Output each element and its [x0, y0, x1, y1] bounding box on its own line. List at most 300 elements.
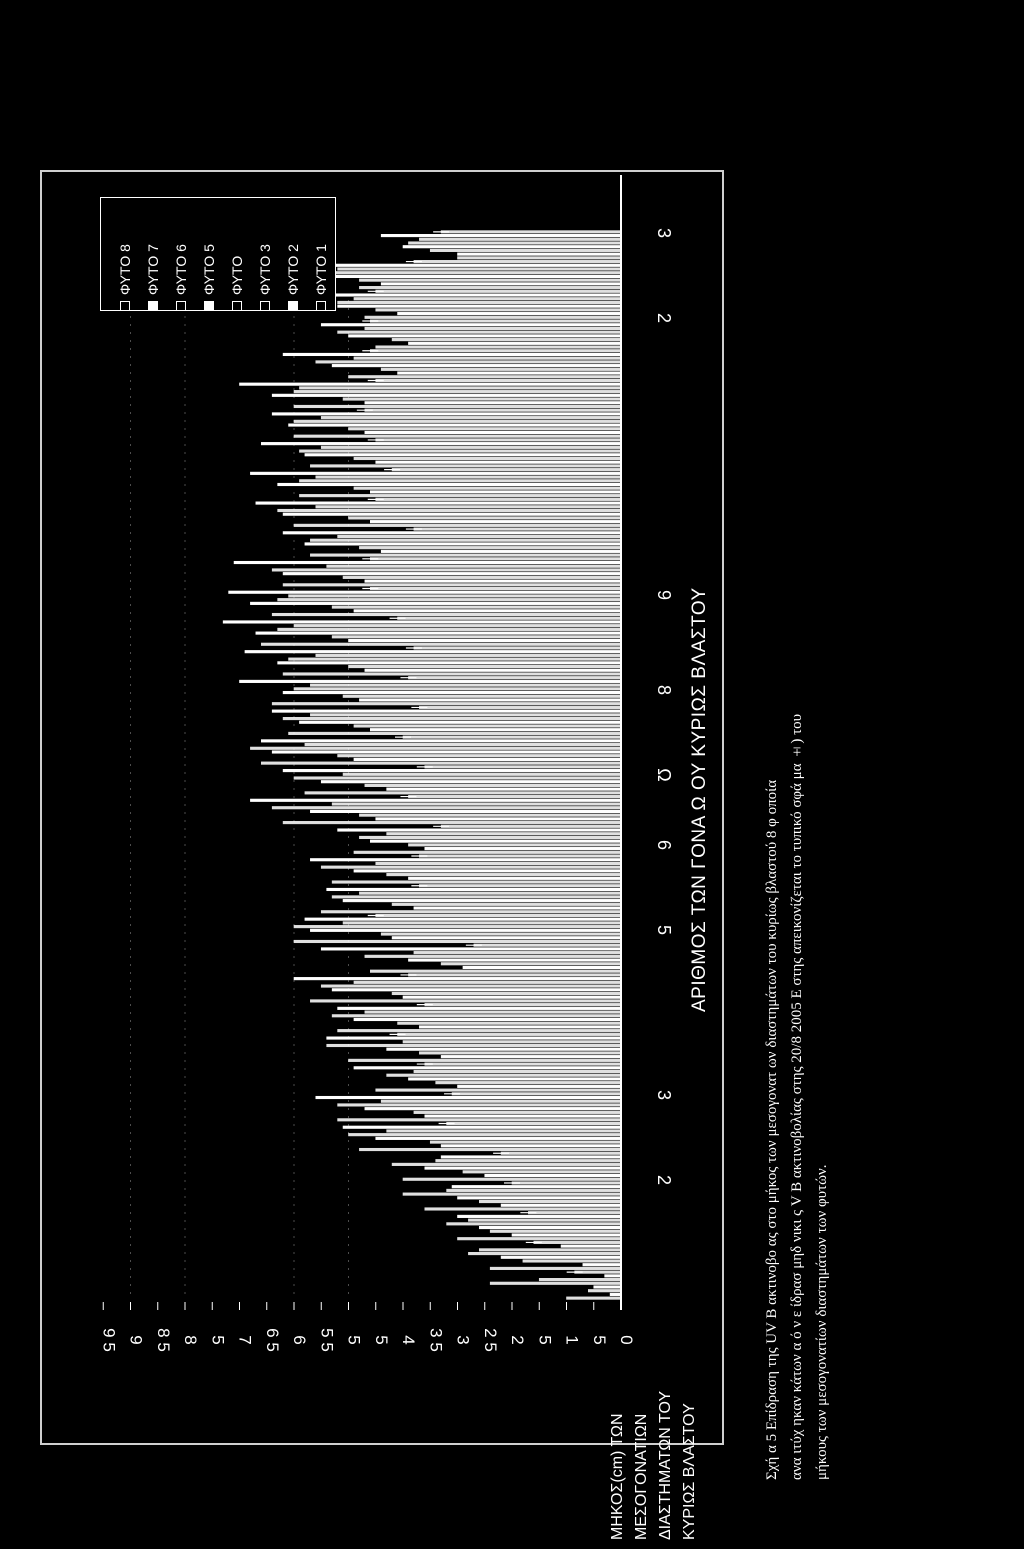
bar-series-7-cat-32	[398, 372, 621, 375]
bar-series-8-cat-23	[261, 643, 621, 646]
value-tick-label: 0	[617, 1335, 636, 1345]
category-tick-label: 2	[654, 1174, 674, 1186]
bar-series-1-cat-25	[370, 558, 621, 561]
bar-series-2-cat-12	[321, 948, 621, 951]
bar-series-6-cat-24	[332, 606, 621, 609]
bar-series-2-cat-23	[223, 621, 621, 624]
bar-series-2-cat-1	[605, 1275, 621, 1278]
bar-series-5-cat-36	[403, 245, 621, 248]
bar-series-3-cat-17	[332, 803, 621, 806]
bar-series-3-cat-13	[343, 922, 621, 925]
bar-series-5-cat-11	[332, 989, 621, 992]
bar-series-3-cat-4	[447, 1189, 621, 1192]
bar-series-6-cat-3	[490, 1230, 621, 1233]
bar-series-3-cat-10	[365, 1011, 621, 1014]
bar-series-2-cat-26	[283, 532, 621, 535]
bar-series-4-cat-18	[294, 777, 621, 780]
bar-series-4-cat-14	[332, 896, 621, 899]
bar-series-8-cat-22	[283, 673, 621, 676]
bar-series-3-cat-31	[299, 387, 621, 390]
caption-line-1: Σχή α 5 Επίδραση της UV Β ακτινοβο ας στο μήκος των μεσογονατ ων διαστημάτων του κυρίως βλαστού 8 φ οποία	[764, 779, 780, 1480]
bar-series-1-cat-15	[419, 855, 621, 858]
bar-series-3-cat-23	[294, 624, 621, 627]
legend-item	[110, 199, 140, 311]
bar-series-4-cat-27	[278, 509, 621, 512]
bar-series-7-cat-5	[485, 1174, 621, 1177]
bar-series-3-cat-3	[468, 1219, 621, 1222]
bar-series-5-cat-30	[289, 424, 621, 427]
category-tick-label: Ω	[654, 768, 674, 782]
bar-series-1-cat-19	[403, 736, 621, 739]
bar-series-1-cat-24	[370, 587, 621, 590]
bar-series-3-cat-33	[365, 327, 621, 330]
bar-series-6-cat-7	[414, 1111, 621, 1114]
bar-series-7-cat-15	[408, 877, 621, 880]
bar-series-5-cat-33	[349, 335, 622, 338]
value-tick-label: 6	[290, 1335, 309, 1345]
bar-series-1-cat-33	[370, 320, 621, 323]
bar-series-8-cat-36	[458, 257, 622, 260]
bar-series-7-cat-35	[381, 283, 621, 286]
legend-item	[306, 199, 336, 311]
legend-label: ΦΥΤΟ 3	[257, 244, 273, 295]
legend-label: ΦΥΤΟ	[229, 255, 245, 295]
value-tick-label: 9 5	[99, 1328, 119, 1352]
bar-series-6-cat-26	[359, 546, 621, 549]
bar-series-2-cat-16	[338, 829, 621, 832]
bar-series-8-cat-27	[294, 524, 621, 527]
bar-series-3-cat-16	[387, 832, 621, 835]
bar-series-7-cat-11	[403, 996, 621, 999]
bar-series-8-cat-31	[294, 405, 621, 408]
legend-label: ΦΥΤΟ 2	[285, 244, 301, 295]
bar-series-8-cat-11	[310, 1000, 621, 1003]
bar-series-2-cat-14	[327, 888, 621, 891]
bar-series-6-cat-28	[354, 487, 621, 490]
bar-series-5-cat-18	[321, 780, 621, 783]
bar-series-3-cat-9	[403, 1041, 621, 1044]
bar-series-1-cat-4	[512, 1182, 621, 1185]
value-tick-label: 6 5	[262, 1328, 282, 1352]
value-axis-title-text: ΜΗΚΟΣ(cm) ΤΩΝ ΜΕΣΟΓΟΝΑΤΙΩΝ ΔΙΑΣΤΗΜΑΤΩΝ ΤΟΥ ΚΥΡΙΩΣ ΒΛΑΣΤΟΥ	[609, 1391, 698, 1540]
category-tick-label: 3	[654, 227, 674, 239]
legend-swatch	[316, 301, 326, 311]
bar-series-4-cat-16	[359, 836, 621, 839]
legend-item	[138, 199, 168, 311]
bar-series-2-cat-4	[452, 1185, 621, 1188]
bar-series-7-cat-30	[365, 431, 621, 434]
category-tick-label: 9	[654, 589, 674, 601]
bar-series-6-cat-29	[354, 457, 621, 460]
bar-series-1-cat-23	[398, 617, 621, 620]
bar-series-6-cat-5	[463, 1171, 621, 1174]
bar-series-7-cat-27	[370, 520, 621, 523]
bar-series-7-cat-13	[392, 937, 621, 940]
bar-series-8-cat-12	[370, 970, 621, 973]
bar-series-7-cat-21	[359, 699, 621, 702]
bar-series-4-cat-19	[250, 747, 621, 750]
bar-series-1-cat-10	[425, 1003, 621, 1006]
bar-series-2-cat-13	[305, 918, 621, 921]
bar-series-3-cat-8	[414, 1070, 621, 1073]
legend-label: ΦΥΤΟ 7	[145, 244, 161, 295]
bar-series-3-cat-29	[321, 446, 621, 449]
bar-series-3-cat-36	[419, 238, 621, 241]
bar-series-2-cat-6	[343, 1126, 621, 1129]
bar-series-6-cat-31	[343, 398, 621, 401]
category-axis-title-text: ΑΡΙΘΜΟΣ ΤΩΝ ΓΟΝΑ Ω ΟΥ ΚΥΡΙΩΣ ΒΛΑΣΤΟΥ	[689, 587, 710, 1013]
figure-caption	[760, 590, 850, 1480]
bar-series-6-cat-8	[436, 1081, 621, 1084]
bar-series-1-cat-22	[414, 647, 621, 650]
bar-series-4-cat-12	[365, 955, 621, 958]
bar-series-1-cat-6	[447, 1122, 621, 1125]
bar-series-8-cat-2	[490, 1267, 621, 1270]
bar-series-1-cat-12	[474, 944, 621, 947]
bar-series-1-cat-13	[376, 914, 621, 917]
bar-series-7-cat-16	[425, 847, 621, 850]
bar-series-7-cat-6	[441, 1145, 621, 1148]
value-tick-label: 4	[399, 1335, 418, 1345]
bar-series-2-cat-24	[229, 591, 621, 594]
bar-series-7-cat-9	[441, 1055, 621, 1058]
bar-series-5-cat-20	[299, 721, 621, 724]
bar-series-1-cat-26	[414, 528, 621, 531]
value-tick-label: 5	[371, 1335, 391, 1345]
bar-series-3-cat-30	[321, 416, 621, 419]
bar-series-5-cat-3	[479, 1226, 621, 1229]
bar-series-5-cat-35	[321, 275, 621, 278]
bar-series-5-cat-5	[425, 1167, 621, 1170]
bar-series-1-cat-18	[425, 766, 621, 769]
bar-series-1-cat-35	[414, 260, 621, 263]
bar-series-2-cat-34	[310, 294, 621, 297]
bar-series-1-cat-5	[501, 1152, 621, 1155]
bar-series-5-cat-24	[250, 602, 621, 605]
bar-series-7-cat-26	[381, 550, 621, 553]
bar-series-8-cat-5	[403, 1178, 621, 1181]
bar-series-7-cat-22	[365, 669, 621, 672]
bar-series-7-cat-25	[365, 580, 621, 583]
bar-series-1-cat-14	[419, 884, 621, 887]
bar-series-5-cat-13	[310, 929, 621, 932]
bar-series-7-cat-29	[376, 461, 621, 464]
bar-series-8-cat-15	[332, 881, 621, 884]
category-tick-label: 5	[654, 924, 674, 936]
bar-series-8-cat-34	[365, 316, 621, 319]
bar-series-5-cat-26	[305, 543, 621, 546]
legend-label: ΦΥΤΟ 6	[173, 244, 189, 295]
value-tick-label: 5	[208, 1335, 228, 1345]
bar-series-1-cat-11	[408, 974, 621, 977]
bar-series-4-cat-35	[332, 271, 621, 274]
bar-series-2-cat-25	[234, 561, 621, 564]
bar-series-8-cat-35	[359, 286, 621, 289]
bar-series-8-cat-20	[289, 732, 621, 735]
bar-series-4-cat-23	[278, 628, 621, 631]
bar-series-5-cat-10	[354, 1018, 621, 1021]
bar-series-4-cat-5	[392, 1163, 621, 1166]
bar-series-2-cat-10	[338, 1007, 621, 1010]
bar-series-8-cat-25	[283, 584, 621, 587]
bar-series-5-cat-22	[278, 662, 621, 665]
bar-series-6-cat-36	[430, 249, 621, 252]
bar-series-3-cat-15	[376, 862, 621, 865]
bar-series-8-cat-26	[310, 554, 621, 557]
bar-series-6-cat-23	[332, 636, 621, 639]
bar-series-7-cat-2	[583, 1263, 621, 1266]
bar-series-2-cat-28	[250, 472, 621, 475]
bar-series-6-cat-1	[588, 1289, 621, 1292]
bar-series-4-cat-2	[468, 1252, 621, 1255]
bar-series-8-cat-6	[359, 1148, 621, 1151]
bar-series-4-cat-33	[338, 331, 621, 334]
bar-series-4-cat-4	[403, 1193, 621, 1196]
bar-series-5-cat-9	[387, 1048, 621, 1051]
bar-series-5-cat-34	[338, 305, 621, 308]
bar-series-8-cat-28	[299, 494, 621, 497]
bar-series-7-cat-12	[463, 966, 621, 969]
bar-series-5-cat-17	[310, 810, 621, 813]
bar-series-3-cat-25	[327, 565, 621, 568]
caption-line-3: μήκους των μεσογονατίων διαστημάτων των φυτών.	[814, 1164, 830, 1480]
legend-swatch	[204, 301, 214, 311]
bar-series-6-cat-20	[354, 725, 621, 728]
bar-series-8-cat-8	[376, 1089, 621, 1092]
legend-swatch	[260, 301, 270, 311]
bar-series-8-cat-33	[376, 346, 621, 349]
bar-series-4-cat-10	[332, 1015, 621, 1018]
bar-series-6-cat-16	[408, 844, 621, 847]
bar-series-7-cat-28	[370, 491, 621, 494]
bar-series-7-cat-18	[387, 788, 621, 791]
value-axis-title	[606, 1340, 716, 1540]
bar-series-1-cat-28	[392, 468, 621, 471]
bar-series-8-cat-4	[425, 1208, 621, 1211]
bar-series-7-cat-34	[398, 312, 621, 315]
category-tick-label: 6	[654, 839, 674, 851]
bar-series-3-cat-22	[316, 654, 621, 657]
bar-series-4-cat-3	[447, 1223, 621, 1226]
bar-series-3-cat-14	[359, 892, 621, 895]
bar-series-5-cat-25	[283, 572, 621, 575]
bar-series-8-cat-10	[338, 1029, 621, 1032]
legend-item	[166, 199, 196, 311]
bar-series-5-cat-1	[594, 1286, 621, 1289]
bar-series-2-cat-15	[310, 858, 621, 861]
value-tick-label: 9	[126, 1335, 146, 1345]
bar-series-2-cat-7	[316, 1096, 621, 1099]
bar-series-6-cat-30	[349, 428, 622, 431]
bar-series-2-cat-19	[261, 740, 621, 743]
bar-series-5-cat-14	[343, 899, 621, 902]
bar-series-6-cat-19	[338, 754, 621, 757]
bar-series-4-cat-6	[349, 1133, 622, 1136]
bar-series-4-cat-22	[289, 658, 621, 661]
bar-series-4-cat-1	[490, 1282, 621, 1285]
bar-series-7-cat-19	[354, 758, 621, 761]
bar-series-4-cat-28	[299, 480, 621, 483]
bar-series-2-cat-11	[294, 977, 621, 980]
legend-item	[278, 199, 308, 311]
bar-series-5-cat-15	[354, 870, 621, 873]
bar-series-5-cat-31	[272, 394, 621, 397]
bar-series-8-cat-9	[349, 1059, 622, 1062]
bar-series-8-cat-18	[305, 792, 621, 795]
bar-series-3-cat-18	[343, 773, 621, 776]
legend-item	[222, 199, 252, 311]
legend-swatch	[148, 301, 158, 311]
legend-label: ΦΥΤΟ 1	[313, 244, 329, 295]
bar-series-4-cat-32	[316, 361, 621, 364]
bar-series-5-cat-12	[408, 959, 621, 962]
legend-label: ΦΥΤΟ 8	[117, 244, 133, 295]
bar-series-4-cat-34	[338, 301, 621, 304]
bar-series-2-cat-3	[458, 1215, 622, 1218]
bar-series-5-cat-21	[283, 691, 621, 694]
bar-series-2-cat-30	[272, 413, 621, 416]
bar-series-2-cat-18	[283, 769, 621, 772]
bar-series-2-cat-27	[256, 502, 621, 505]
bar-series-8-cat-7	[338, 1119, 621, 1122]
value-tick-label: 5 5	[317, 1328, 337, 1352]
bar-series-1-cat-34	[376, 290, 621, 293]
bar-series-2-cat-5	[441, 1156, 621, 1159]
bar-series-3-cat-24	[289, 595, 621, 598]
bar-series-3-cat-19	[305, 743, 621, 746]
bar-series-6-cat-9	[419, 1052, 621, 1055]
bar-series-1-cat-3	[528, 1211, 621, 1214]
bar-series-3-cat-7	[381, 1100, 621, 1103]
bar-series-7-cat-31	[365, 402, 621, 405]
bar-series-4-cat-26	[310, 539, 621, 542]
bar-series-1-cat-30	[365, 409, 621, 412]
bar-series-1-cat-9	[398, 1033, 621, 1036]
bar-series-7-cat-36	[458, 253, 622, 256]
bar-series-4-cat-31	[294, 390, 621, 393]
bar-series-7-cat-8	[458, 1085, 622, 1088]
legend-item	[250, 199, 280, 311]
bar-series-5-cat-2	[501, 1256, 621, 1259]
bar-series-4-cat-9	[327, 1044, 621, 1047]
legend	[100, 197, 336, 311]
bar-series-1-cat-36	[441, 231, 621, 234]
bar-series-5-cat-27	[283, 513, 621, 516]
bar-series-6-cat-10	[398, 1022, 621, 1025]
bar-series-5-cat-28	[278, 483, 621, 486]
bar-series-5-cat-32	[332, 364, 621, 367]
bar-series-3-cat-34	[354, 297, 621, 300]
bar-series-2-cat-8	[354, 1067, 621, 1070]
bar-series-6-cat-35	[359, 279, 621, 282]
bar-series-4-cat-20	[283, 717, 621, 720]
bar-series-1-cat-20	[419, 706, 621, 709]
bar-series-2-cat-22	[245, 650, 621, 653]
bar-series-3-cat-32	[354, 357, 621, 360]
caption-line-2: ανα ιτύχ ηκαν κάτων α ό ν ε ίδρασ μηδ νικι ς V Β ακτινοβολίας στης 20/8 2005 Ε στης απεικονίζεται το τυπικό σφά μα ±) του	[789, 713, 805, 1480]
legend-swatch	[232, 301, 242, 311]
bar-series-6-cat-15	[387, 873, 621, 876]
bar-series-2-cat-21	[240, 680, 622, 683]
bar-series-2-cat-20	[272, 710, 621, 713]
bar-series-6-cat-34	[376, 309, 621, 312]
bar-series-8-cat-14	[321, 910, 621, 913]
bar-series-6-cat-2	[523, 1260, 621, 1263]
legend-item	[194, 199, 224, 311]
bar-series-4-cat-8	[387, 1074, 621, 1077]
bar-series-7-cat-7	[425, 1115, 621, 1118]
bar-series-2-cat-32	[283, 353, 621, 356]
bar-series-6-cat-32	[381, 368, 621, 371]
bar-series-5-cat-7	[365, 1107, 621, 1110]
bar-series-3-cat-26	[338, 535, 621, 538]
bar-series-3-cat-28	[316, 476, 621, 479]
bar-series-1-cat-16	[441, 825, 621, 828]
category-tick-label: 8	[654, 684, 674, 696]
bar-series-5-cat-8	[408, 1078, 621, 1081]
bar-series-5-cat-16	[370, 840, 621, 843]
value-tick-label: 8	[181, 1335, 200, 1345]
bar-series-5-cat-4	[458, 1197, 622, 1200]
bar-series-7-cat-4	[501, 1204, 621, 1207]
value-tick-label: 3	[453, 1335, 473, 1345]
category-tick-label: 2	[654, 312, 674, 324]
bar-series-4-cat-7	[338, 1104, 621, 1107]
value-tick-label: 5	[535, 1335, 555, 1345]
bar-series-3-cat-12	[414, 951, 621, 954]
value-tick-label: 3 5	[426, 1328, 446, 1352]
bar-series-7-cat-20	[370, 728, 621, 731]
bar-series-7-cat-17	[376, 818, 621, 821]
bar-series-3-cat-20	[310, 714, 621, 717]
bar-series-2-cat-9	[327, 1037, 621, 1040]
bar-series-8-cat-21	[272, 702, 621, 705]
bar-series-3-cat-6	[387, 1130, 621, 1133]
bar-series-6-cat-33	[392, 338, 621, 341]
bar-series-5-cat-19	[272, 751, 621, 754]
bar-series-8-cat-3	[458, 1237, 622, 1240]
value-tick-label: 2 5	[480, 1328, 500, 1352]
bar-series-8-cat-30	[294, 435, 621, 438]
bar-series-7-cat-3	[512, 1234, 621, 1237]
legend-label: ΦΥΤΟ 5	[201, 244, 217, 295]
bar-series-8-cat-29	[310, 465, 621, 468]
bar-series-4-cat-15	[321, 866, 621, 869]
bar-series-4-cat-17	[272, 806, 621, 809]
bar-series-7-cat-23	[349, 639, 622, 642]
bar-series-1-cat-7	[452, 1093, 621, 1096]
bar-series-7-cat-14	[414, 907, 621, 910]
bar-series-6-cat-13	[381, 933, 621, 936]
bar-series-2-cat-31	[240, 383, 622, 386]
bar-series-8-cat-24	[272, 613, 621, 616]
bar-series-5-cat-6	[376, 1137, 621, 1140]
bar-series-4-cat-13	[294, 925, 621, 928]
bar-series-1-cat-8	[425, 1063, 621, 1066]
bar-series-6-cat-22	[349, 665, 622, 668]
bar-series-4-cat-11	[321, 985, 621, 988]
bar-series-1-cat-2	[534, 1241, 621, 1244]
bar-series-4-cat-21	[294, 688, 621, 691]
bar-series-3-cat-11	[354, 981, 621, 984]
bar-series-3-cat-21	[310, 684, 621, 687]
bar-series-6-cat-12	[441, 963, 621, 966]
bar-series-1-cat-27	[376, 498, 621, 501]
bar-series-6-cat-18	[365, 784, 621, 787]
bar-series-1-cat-17	[408, 795, 621, 798]
bar-series-1-cat-32	[370, 349, 621, 352]
bar-series-5-cat-29	[305, 454, 621, 457]
